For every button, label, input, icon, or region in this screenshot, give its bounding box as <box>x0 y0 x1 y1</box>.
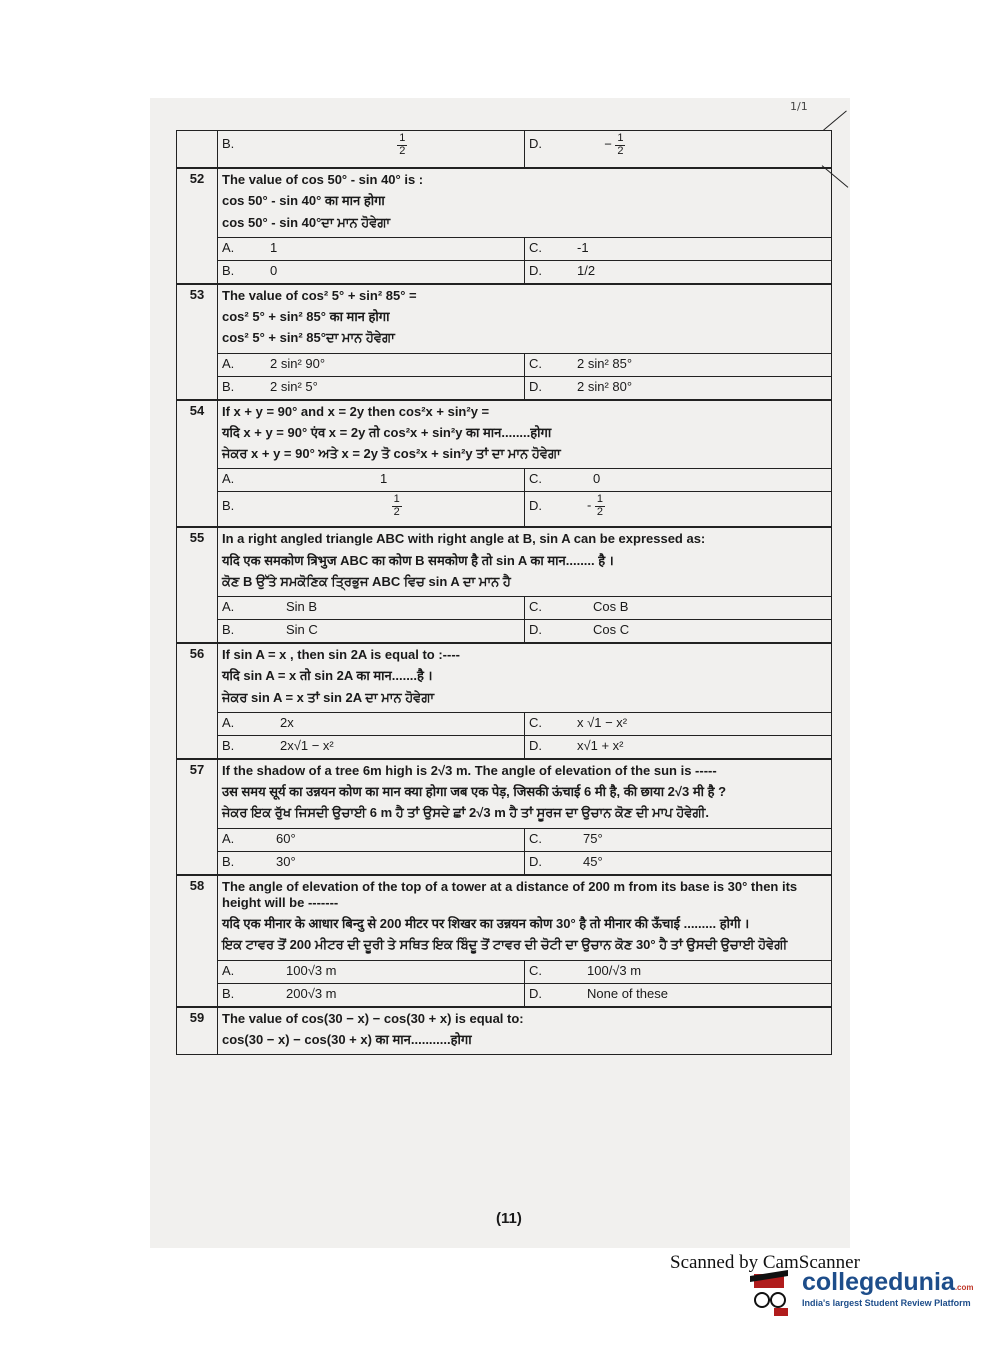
option-b: B. 200√3 m <box>218 983 525 1006</box>
option-d: D. 2 sin² 80° <box>525 376 832 399</box>
question-55: 55 In a right angled triangle ABC with right angle at B, sin A can be expressed as: यदि एक समकोण त्रिभुज ABC का कोण B समकोण है तो sin A का मान........ है । ਕੋਣ B ਉੱਤੇ ਸਮਕੋਣਿਕ ਤ੍ਰਿਭੁਜ ABC ਵਿਚ sin A ਦਾ ਮਾਨ ਹੈ A. Sin B C. Cos B B. Sin C D. Cos C <box>176 527 832 643</box>
option-d: D. Cos C <box>525 620 832 643</box>
question-57: 57 If the shadow of a tree 6m high is 2√3 m. The angle of elevation of the sun is ----- उस समय सूर्य का उन्नयन कोण का मान क्या होगा जब एक पेड़, जिसकी ऊंचाई 6 मी है, की छाया 2√3 मी है ? ਜੇਕਰ ਇਕ ਰੁੱਖ ਜਿਸਦੀ ਉਚਾਈ 6 m ਹੈ ਤਾਂ ਉਸਦੇ ਛਾਂ 2√3 m ਹੈ ਤਾਂ ਸੂਰਜ ਦਾ ਉਚਾਨ ਕੋਣ ਦੀ ਮਾਪ ਹੋਵੇਗੀ. A. 60° C. 75° B. 30° D. 45° <box>176 759 832 875</box>
option-a: A. 2 sin² 90° <box>218 353 525 376</box>
option-d: D. 45° <box>525 851 832 874</box>
question-sheet <box>176 130 832 1055</box>
question-58: 58 The angle of elevation of the top of a tower at a distance of 200 m from its base is 30° then its height will be ------- यदि एक मीनार के आधार बिन्दु से 200 मीटर पर शिखर का उन्नयन कोण 30° है तो मीनार की ऊँचाई ......... होगी । ਇਕ ਟਾਵਰ ਤੋਂ 200 ਮੀਟਰ ਦੀ ਦੂਰੀ ਤੇ ਸਥਿਤ ਇਕ ਬਿੰਦੂ ਤੋਂ ਟਾਵਰ ਦੀ ਚੋਟੀ ਦਾ ਉਚਾਨ ਕੋਣ 30° ਹੈ ਤਾਂ ਉਸਦੀ ਉਚਾਈ ਹੋਵੇਗੀ A. 100√3 m C. 100/√3 m B. 200√3 m D. None of these <box>176 875 832 1007</box>
option-b-prev: B. $\frac{1}{2}$ <box>218 131 525 168</box>
option-b: B. 0 <box>218 260 525 283</box>
option-a: A. Sin B <box>218 597 525 620</box>
option-b: B. 2 sin² 5° <box>218 376 525 399</box>
question-59: 59 The value of cos(30 − x) − cos(30 + x) is equal to: cos(30 − x) − cos(30 + x) का मान...........होगा <box>176 1007 832 1056</box>
option-c: C. -1 <box>525 237 832 260</box>
corner-mark: 1/1 <box>790 100 808 113</box>
option-c: C. 2 sin² 85° <box>525 353 832 376</box>
logo-wordmark: collegedunia.com <box>802 1268 974 1296</box>
page-number: (11) <box>496 1210 522 1227</box>
option-c: C. 75° <box>525 828 832 851</box>
option-d: D. - $\frac{1}{2}$ <box>525 492 832 527</box>
fraction: $\frac{1}{2}$ <box>596 493 604 518</box>
fraction: $\frac{1}{2}$ <box>399 132 406 157</box>
options-row-prev <box>177 131 832 168</box>
option-b: B. Sin C <box>218 620 525 643</box>
option-a: A. 100√3 m <box>218 960 525 983</box>
mascot-icon <box>748 1268 800 1318</box>
option-c: C. 100/√3 m <box>525 960 832 983</box>
option-b: B. $\frac{1}{2}$ <box>218 492 525 527</box>
option-c: C. 0 <box>525 469 832 492</box>
option-c: C. x √1 − x² <box>525 712 832 735</box>
option-a: A. 1 <box>218 237 525 260</box>
option-c: C. Cos B <box>525 597 832 620</box>
option-b: B. 30° <box>218 851 525 874</box>
option-d-prev: D. − $\frac{1}{2}$ <box>525 131 832 168</box>
option-d: D. x√1 + x² <box>525 735 832 758</box>
option-d: D. None of these <box>525 983 832 1006</box>
option-a: A. 2x <box>218 712 525 735</box>
fraction: $\frac{1}{2}$ <box>617 132 624 157</box>
scanner-watermark: Scanned by CamScanner <box>670 1252 860 1273</box>
logo-tagline: India's largest Student Review Platform <box>802 1298 971 1308</box>
collegedunia-logo <box>748 1268 978 1318</box>
option-b: B. 2x√1 − x² <box>218 735 525 758</box>
option-d: D. 1/2 <box>525 260 832 283</box>
question-54: 54 If x + y = 90° and x = 2y then cos²x + sin²y = यदि x + y = 90° एंव x = 2y तो cos²x + sin²y का मान........होगा ਜੇਕਰ x + y = 90° ਅਤੇ x = 2y ਤੋ cos²x + sin²y ਤਾਂ ਦਾ ਮਾਨ ਹੋਵੇਗਾ A. 1 C. 0 B. $\frac{1}{2}$ D. - $\frac{1}{2}$ <box>176 400 832 528</box>
question-52: 52 The value of cos 50° - sin 40° is : cos 50° - sin 40° का मान होगा cos 50° - sin 40°ਦਾ ਮਾਨ ਹੋਵੇਗਾ A. 1 C. -1 B. 0 D. 1/2 <box>176 168 832 284</box>
question-56: 56 If sin A = x , then sin 2A is equal to :---- यदि sin A = x तो sin 2A का मान.......है । ਜੇਕਰ sin A = x ਤਾਂ sin 2A ਦਾ ਮਾਨ ਹੋਵੇਗਾ A. 2x C. x √1 − x² B. 2x√1 − x² D. x√1 + x² <box>176 643 832 759</box>
question-table <box>176 130 832 168</box>
option-a: A. 1 <box>218 469 525 492</box>
option-a: A. 60° <box>218 828 525 851</box>
question-53: 53 The value of cos² 5° + sin² 85° = cos² 5° + sin² 85° का मान होगा cos² 5° + sin² 85°ਦਾ ਮਾਨ ਹੋਵੇਗਾ A. 2 sin² 90° C. 2 sin² 85° B. 2 sin² 5° D. 2 sin² 80° <box>176 284 832 400</box>
fraction: $\frac{1}{2}$ <box>393 493 400 518</box>
